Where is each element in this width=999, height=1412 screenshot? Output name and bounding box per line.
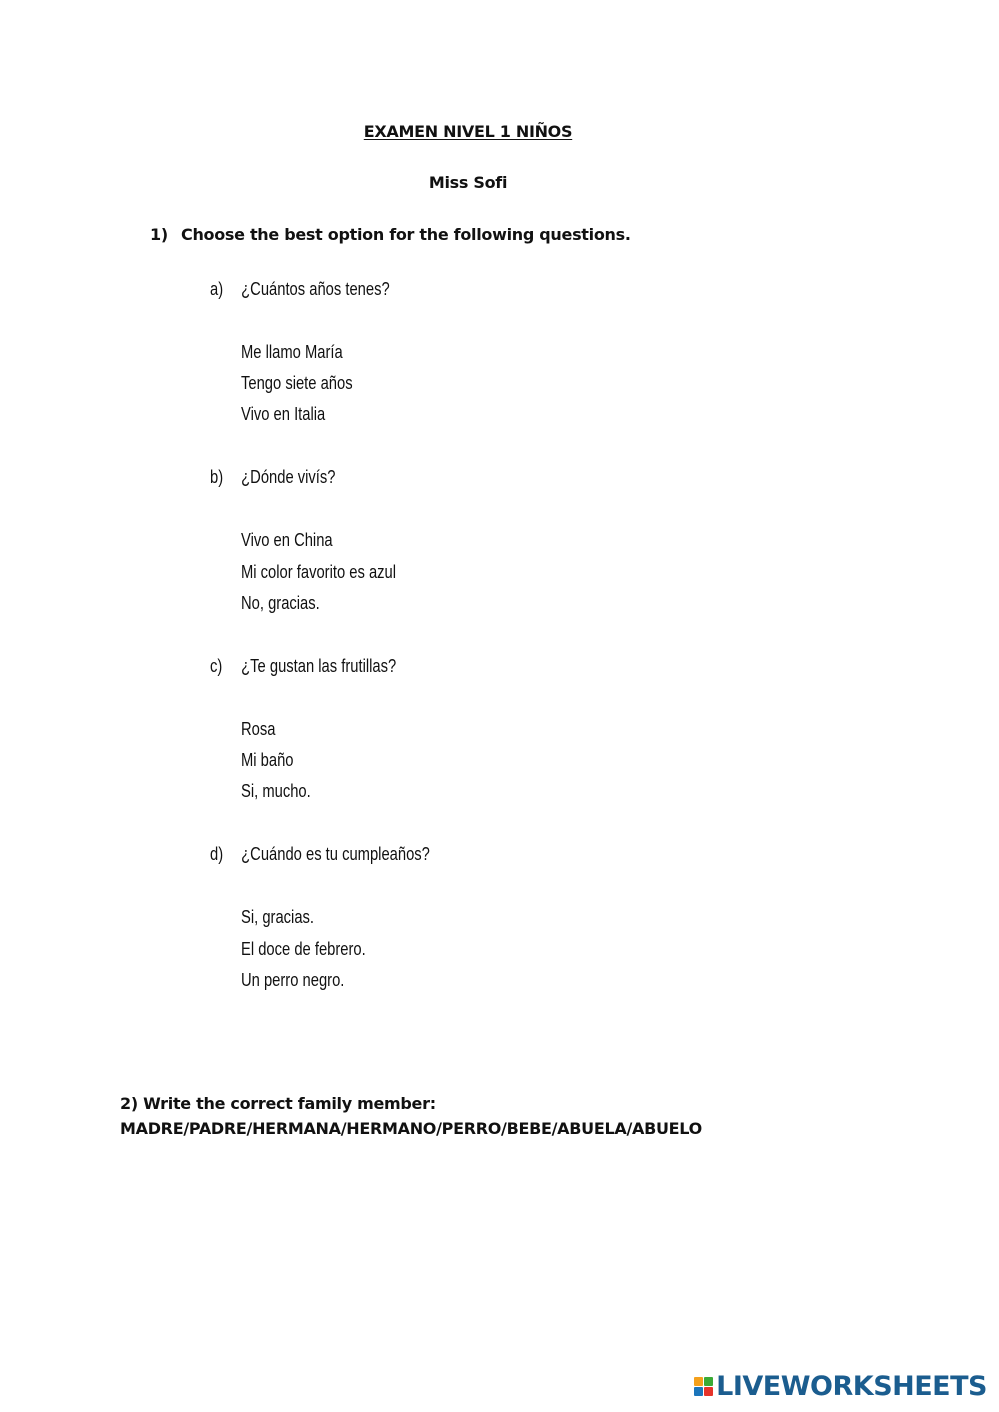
option-item[interactable]: Vivo en China <box>241 530 333 550</box>
option-item[interactable]: Un perro negro. <box>241 970 345 990</box>
option-item[interactable]: Si, mucho. <box>241 781 311 801</box>
liveworksheets-logo <box>694 1371 987 1402</box>
question-text: ¿Te gustan las frutillas? <box>241 656 397 676</box>
question-d <box>210 844 430 865</box>
family-word-bank: MADRE/PADRE/HERMANA/HERMANO/PERRO/BEBE/ABUELA/ABUELO <box>120 1119 702 1138</box>
question-letter: c) <box>210 656 223 676</box>
logo-square-icon <box>694 1387 703 1396</box>
question-letter: a) <box>210 279 224 299</box>
option-item[interactable]: Vivo en Italia <box>241 404 326 424</box>
question-text: ¿Cuántos años tenes? <box>241 279 390 299</box>
logo-text: LIVEWORKSHEETS <box>716 1371 987 1402</box>
logo-mark-icon <box>694 1377 713 1396</box>
question-b <box>210 467 336 488</box>
question-text: ¿Dónde vivís? <box>241 467 336 487</box>
option-item[interactable]: Rosa <box>241 719 276 739</box>
option-item[interactable]: Me llamo María <box>241 342 343 362</box>
question-c <box>210 656 396 677</box>
logo-square-icon <box>694 1377 703 1386</box>
exam-title: EXAMEN NIVEL 1 NIÑOS <box>363 122 573 141</box>
question-letter: d) <box>210 844 224 864</box>
section-1-instruction: Choose the best option for the following questions. <box>181 225 631 244</box>
section-1-number: 1) <box>150 225 168 244</box>
option-item[interactable]: Mi color favorito es azul <box>241 562 397 582</box>
section-2-instruction: 2) Write the correct family member: <box>120 1094 436 1113</box>
logo-square-icon <box>704 1387 713 1396</box>
question-text: ¿Cuándo es tu cumpleaños? <box>241 844 430 864</box>
option-item[interactable]: Mi baño <box>241 750 294 770</box>
option-item[interactable]: El doce de febrero. <box>241 939 366 959</box>
question-a <box>210 279 390 300</box>
option-item[interactable]: Si, gracias. <box>241 907 315 927</box>
section-1-heading <box>150 225 631 244</box>
logo-square-icon <box>704 1377 713 1386</box>
question-letter: b) <box>210 467 224 487</box>
option-item[interactable]: No, gracias. <box>241 593 320 613</box>
option-item[interactable]: Tengo siete años <box>241 373 353 393</box>
teacher-name: Miss Sofi <box>428 173 508 192</box>
